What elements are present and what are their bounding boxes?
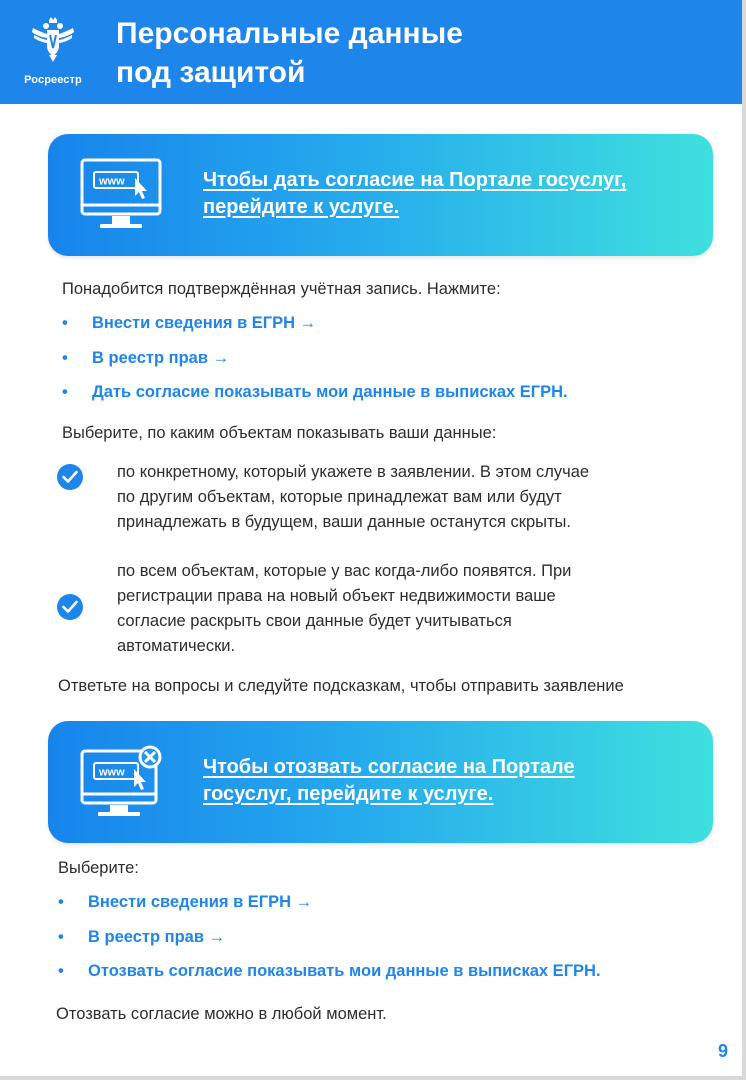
option-line: согласие раскрыть свои данные будет учитываться bbox=[117, 612, 512, 630]
svg-text:www: www bbox=[99, 766, 125, 779]
give-consent-link-line-2: перейдите к услуге. bbox=[203, 196, 400, 218]
page-title bbox=[116, 14, 463, 92]
withdraw-consent-link-line-1: Чтобы отозвать согласие на Портале bbox=[203, 756, 575, 778]
option-line: по конкретному, который укажете в заявлении. В этом случае bbox=[117, 463, 590, 481]
withdraw-consent-link-line-2: госуслуг, перейдите к услуге. bbox=[203, 783, 494, 805]
bullet-dot: • bbox=[62, 348, 68, 367]
withdraw-consent-link[interactable] bbox=[203, 754, 683, 808]
give-consent-link[interactable] bbox=[203, 167, 683, 221]
option-line: автоматически. bbox=[117, 637, 236, 655]
choose-objects-text: Выберите, по каким объектам показывать ваши данные: bbox=[62, 424, 497, 442]
account-required-text: Понадобится подтверждённая учётная запись. Нажмите: bbox=[62, 280, 501, 298]
option-line: регистрации права на новый объект недвижимости ваше bbox=[117, 587, 556, 605]
give-consent-banner[interactable] bbox=[48, 134, 713, 256]
logo-text: Росреестр bbox=[24, 74, 82, 86]
bullet-dot: • bbox=[62, 314, 68, 332]
option-all-objects-text bbox=[117, 559, 677, 659]
option-line: принадлежать в будущем, ваши данные останутся скрыты. bbox=[117, 513, 571, 531]
option-line: по всем объектам, которые у вас когда-либо появятся. При bbox=[117, 562, 572, 580]
step-item-link[interactable]: В реестр прав → bbox=[92, 348, 230, 367]
computer-www-cursor-icon bbox=[80, 158, 162, 234]
follow-hints-text: Ответьте на вопросы и следуйте подсказкам, чтобы отправить заявление bbox=[58, 677, 624, 695]
rosreestr-logo bbox=[18, 16, 88, 96]
step-item-link[interactable]: Внести сведения в ЕГРН → bbox=[92, 314, 317, 332]
give-consent-link-line-1: Чтобы дать согласие на Портале госуслуг, bbox=[203, 169, 627, 191]
step-item-link[interactable]: Отозвать согласие показывать мои данные в выписках ЕГРН. bbox=[88, 962, 601, 980]
bullet-dot: • bbox=[58, 962, 64, 980]
option-specific-object-text bbox=[117, 460, 677, 535]
check-icon bbox=[57, 464, 83, 490]
check-icon bbox=[57, 594, 83, 620]
bullet-dot: • bbox=[58, 927, 64, 946]
step-item-link[interactable]: Дать согласие показывать мои данные в выписках ЕГРН. bbox=[92, 383, 568, 401]
withdraw-consent-banner[interactable] bbox=[48, 721, 713, 843]
page-title-line-1: Персональные данные bbox=[116, 17, 463, 50]
step-item-link[interactable]: Внести сведения в ЕГРН → bbox=[88, 893, 313, 911]
option-line: по другим объектам, которые принадлежат вам или будут bbox=[117, 488, 562, 506]
page-title-line-2: под защитой bbox=[116, 56, 306, 89]
page-number: 9 bbox=[717, 1041, 728, 1061]
withdraw-anytime-text: Отозвать согласие можно в любой момент. bbox=[56, 1005, 387, 1023]
bullet-dot: • bbox=[58, 893, 64, 911]
bullet-dot: • bbox=[62, 383, 68, 401]
header-bar bbox=[0, 0, 742, 104]
choose-text: Выберите: bbox=[58, 859, 139, 877]
step-item-link[interactable]: В реестр прав → bbox=[88, 927, 226, 946]
computer-www-cancel-icon bbox=[80, 745, 162, 821]
svg-text:www: www bbox=[99, 175, 125, 188]
eagle-emblem-icon bbox=[29, 16, 77, 64]
